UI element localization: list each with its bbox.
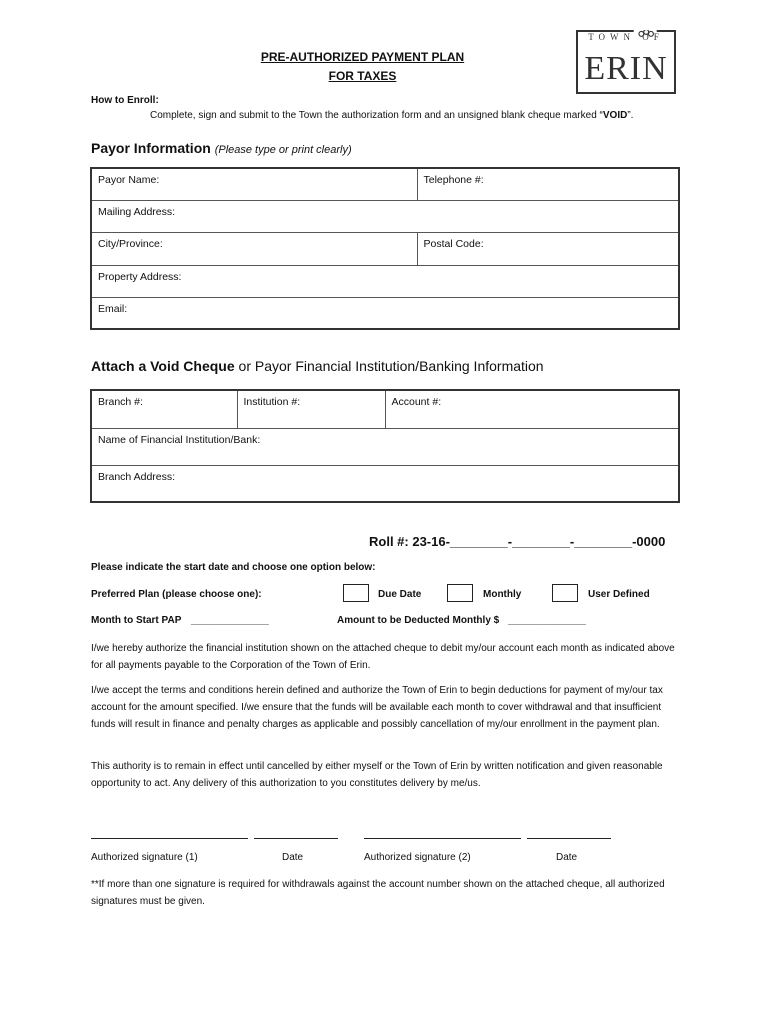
enroll-instruction: Complete, sign and submit to the Town the authorization form and an unsigned blank cheque marked “VOID”. xyxy=(150,110,634,121)
banking-section-heading: Attach a Void Cheque or Payor Financial Institution/Banking Information xyxy=(91,358,544,374)
footnote: **If more than one signature is required for withdrawals against the account number shown on the attached cheque, all authorized signatures must be given. xyxy=(91,879,665,907)
monthly-checkbox[interactable] xyxy=(447,584,473,602)
authorization-paragraph-1: I/we hereby authorize the financial institution shown on the attached cheque to debit my/our account each month as indicated above for all payments payable to the Corporation of the Town of Erin. xyxy=(91,643,675,671)
authorization-paragraph-2: I/we accept the terms and conditions herein defined and authorize the Town of Erin to begin deductions for payment of my/our tax account for the amount specified. I/we ensure that the funds will be available each month to cover withdrawal and that insufficient funds will result in finance and penalty charges as applicable and possibly cancellation of my/our enrollment in the payment plan. xyxy=(91,685,663,730)
month-start-label: Month to Start PAP xyxy=(91,615,182,626)
form-title-line2: FOR TAXES xyxy=(328,69,397,83)
payor-note: (Please type or print clearly) xyxy=(214,144,352,156)
date-2-label: Date xyxy=(556,852,578,863)
mailing-address-field[interactable]: Mailing Address: xyxy=(91,200,679,232)
preferred-plan-label: Preferred Plan (please choose one): xyxy=(91,589,262,600)
monthly-label: Monthly xyxy=(483,589,522,600)
roll-number: Roll #: 23-16-________-________-________-0000 xyxy=(369,534,666,549)
authorization-paragraph-3: This authority is to remain in effect until cancelled by either myself or the Town of Erin by written notification and given reasonable opportunity to act. Any delivery of this authorization to you constitutes delivery by me/us. xyxy=(91,761,663,789)
enroll-label: How to Enroll: xyxy=(91,95,159,106)
form-title-line1: PRE-AUTHORIZED PAYMENT PLAN xyxy=(260,50,465,64)
payor-table xyxy=(90,167,680,330)
due-date-checkbox[interactable] xyxy=(343,584,369,602)
signature-2-label: Authorized signature (2) xyxy=(364,852,471,863)
branch-number-field[interactable]: Branch #: xyxy=(91,390,237,428)
signature-2-line[interactable] xyxy=(364,838,521,839)
property-address-field[interactable]: Property Address: xyxy=(91,265,679,297)
signature-1-label: Authorized signature (1) xyxy=(91,852,198,863)
amount-label: Amount to be Deducted Monthly $ xyxy=(337,615,500,626)
date-1-label: Date xyxy=(282,852,304,863)
user-defined-label: User Defined xyxy=(588,589,650,600)
date-1-line[interactable] xyxy=(254,838,338,839)
amount-field[interactable]: ______________ xyxy=(508,615,586,626)
account-number-field[interactable]: Account #: xyxy=(385,390,679,428)
email-field[interactable]: Email: xyxy=(91,297,679,329)
options-instruction: Please indicate the start date and choose one option below: xyxy=(91,562,376,573)
payor-section-heading: Payor Information (Please type or print clearly) xyxy=(91,140,352,156)
institution-number-field[interactable]: Institution #: xyxy=(237,390,385,428)
bank-name-field[interactable]: Name of Financial Institution/Bank: xyxy=(91,428,679,465)
date-2-line[interactable] xyxy=(527,838,611,839)
user-defined-checkbox[interactable] xyxy=(552,584,578,602)
banking-table xyxy=(90,389,680,503)
logo-erin-text: ERIN xyxy=(584,50,668,87)
payor-name-field[interactable]: Payor Name: xyxy=(91,168,417,200)
branch-address-field[interactable]: Branch Address: xyxy=(91,465,679,502)
town-logo xyxy=(576,30,676,94)
telephone-field[interactable]: Telephone #: xyxy=(417,168,679,200)
signature-1-line[interactable] xyxy=(91,838,248,839)
logo-town-text: TOWN OF xyxy=(588,32,664,42)
postal-code-field[interactable]: Postal Code: xyxy=(417,232,679,265)
month-start-field[interactable]: ______________ xyxy=(191,615,269,626)
due-date-label: Due Date xyxy=(378,589,422,600)
city-province-field[interactable]: City/Province: xyxy=(91,232,417,265)
